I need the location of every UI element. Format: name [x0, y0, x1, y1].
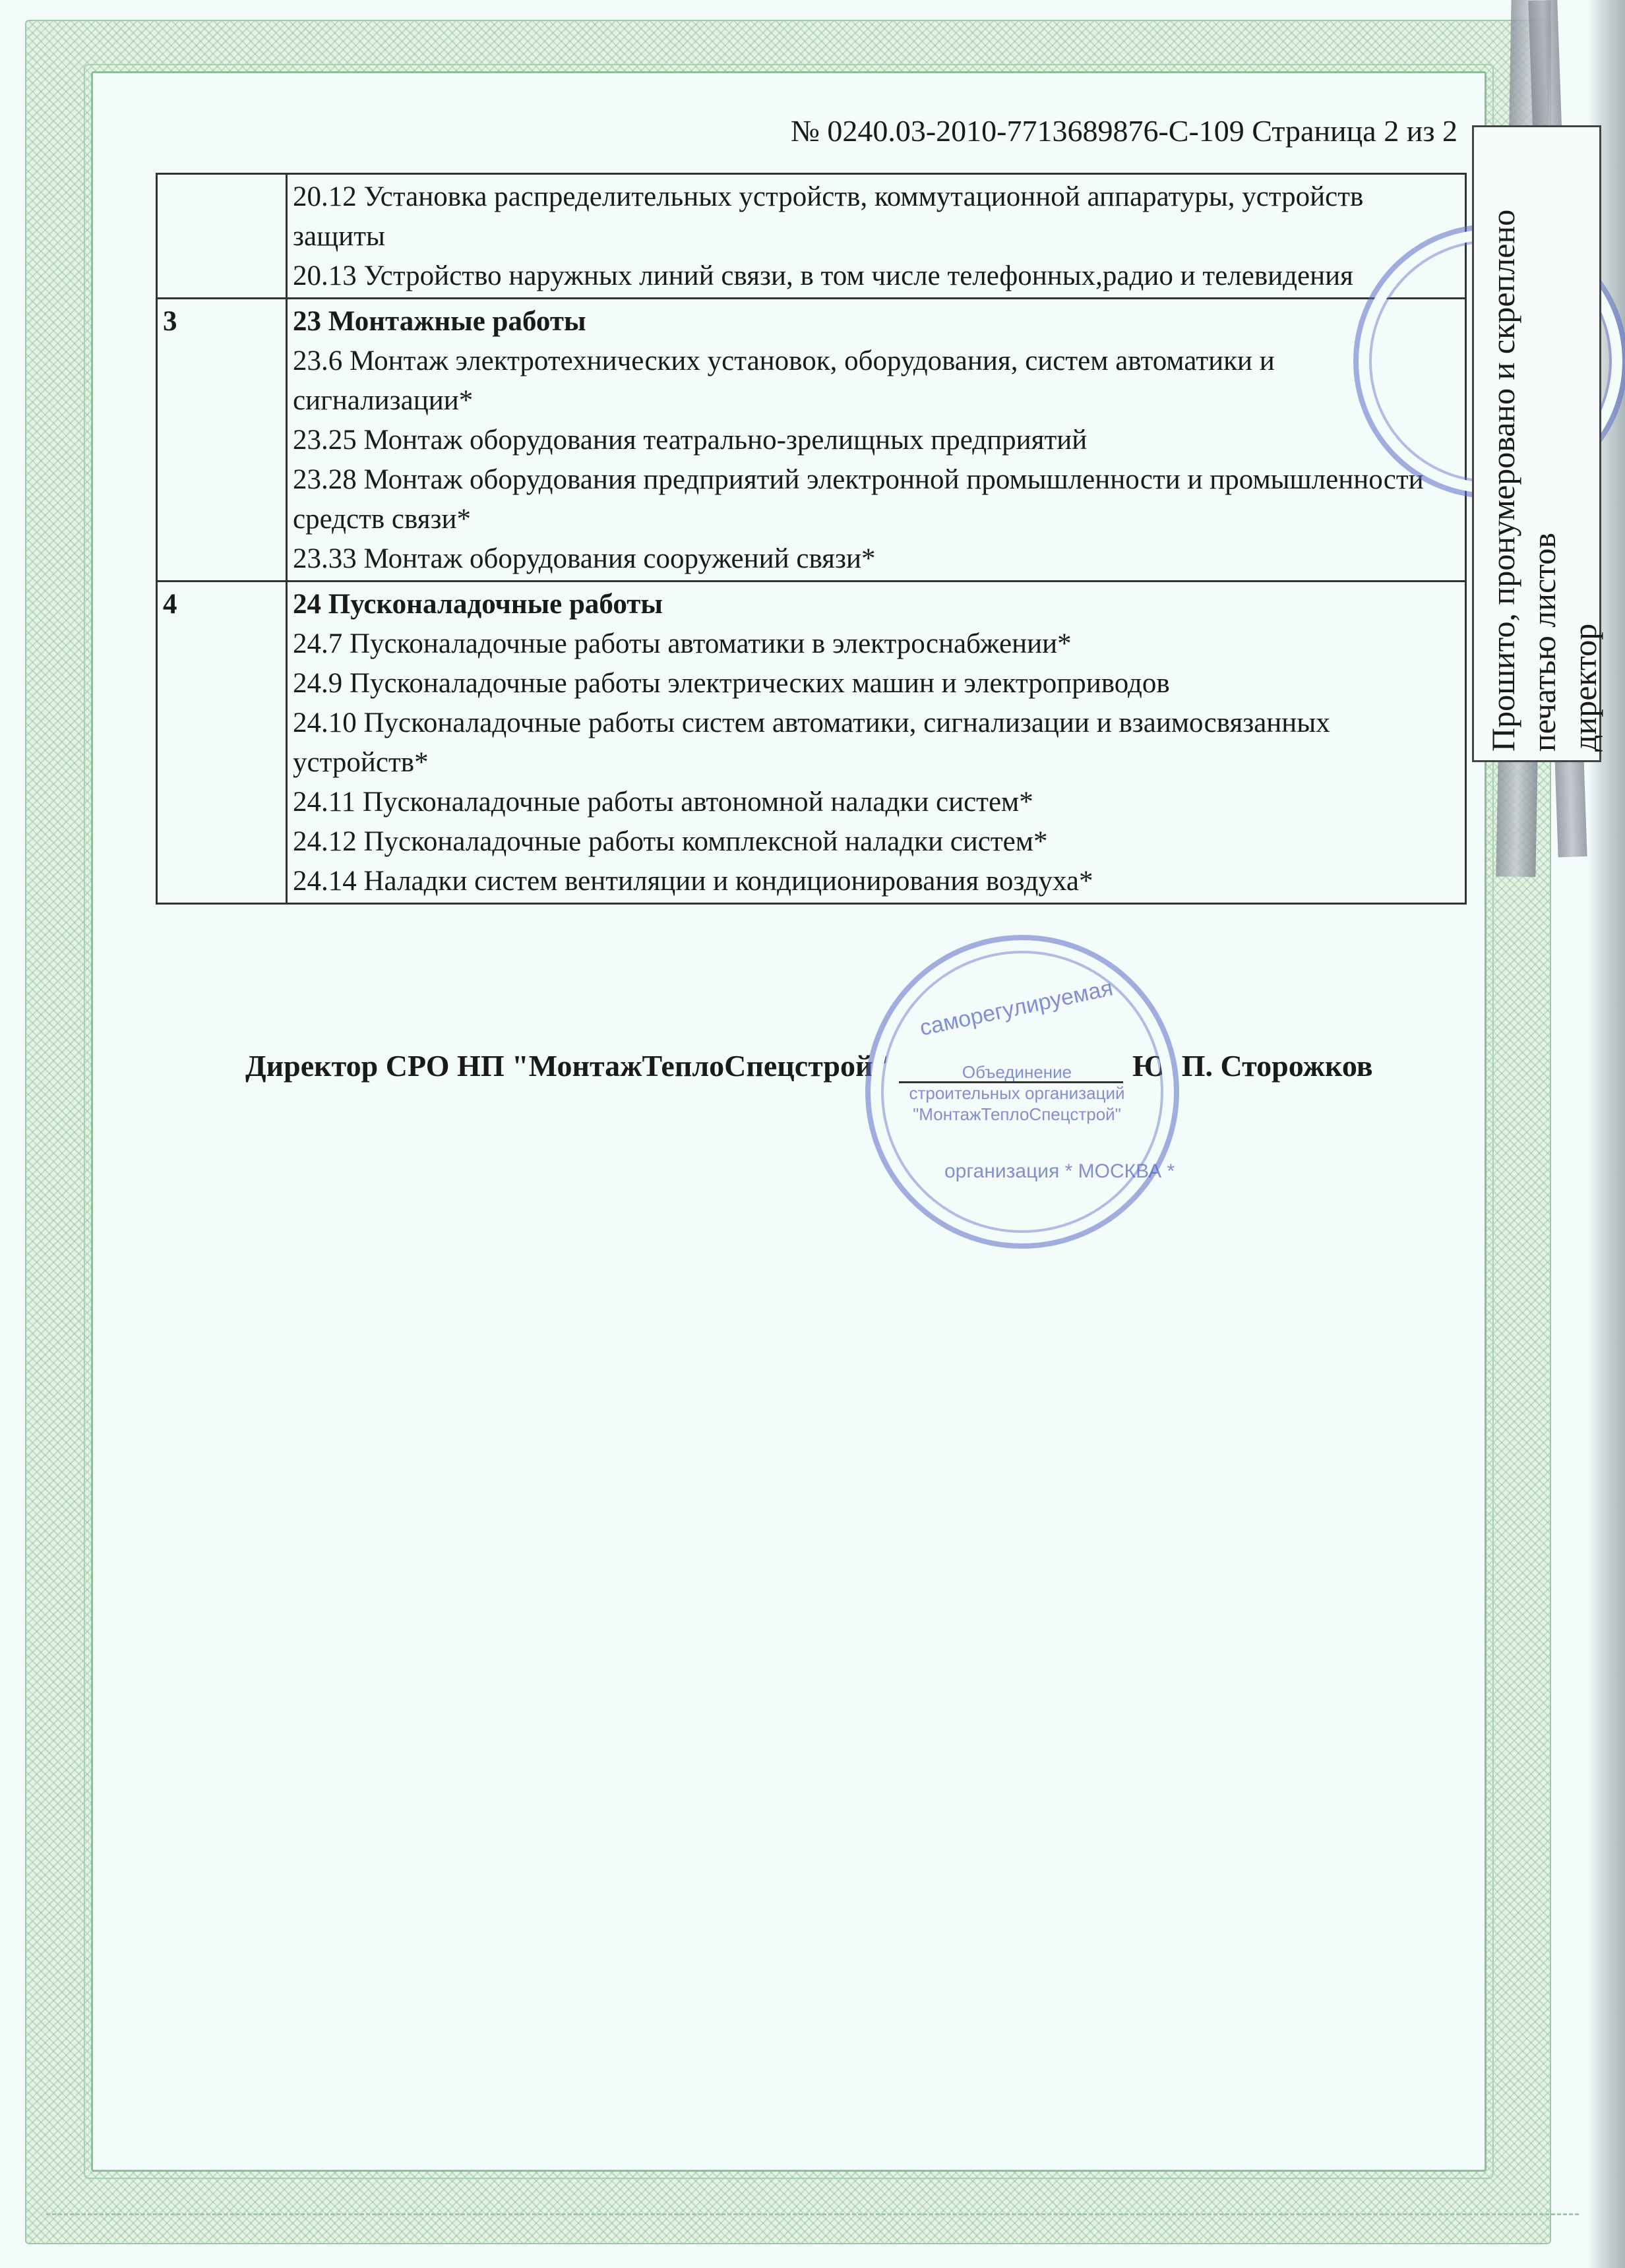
group-title: 24 Пусконаладочные работы: [293, 589, 663, 620]
row-number: 4: [157, 582, 287, 904]
stamp-text-bottom: организация * МОСКВА *: [944, 1160, 1175, 1182]
work-item: 23.33 Монтаж оборудования сооружений связи*: [293, 543, 876, 574]
row-number: 3: [157, 299, 287, 582]
binding-certificate-text: [1483, 138, 1605, 752]
stamp-text-top: саморегулируемая: [917, 975, 1115, 1041]
works-table: [156, 173, 1467, 905]
work-item: 24.9 Пусконаладочные работы электрических машин и электроприводов: [293, 668, 1170, 699]
document-number: № 0240.03-2010-7713689876-С-109 Страница 2 из 2: [790, 114, 1457, 148]
binding-line: печатью листов: [1525, 533, 1562, 752]
binding-line: директор: [1566, 623, 1603, 752]
work-item: 20.12 Установка распределительных устройств, коммутационной аппаратуры, устройств защиты: [293, 181, 1364, 252]
work-item: 23.6 Монтаж электротехнических установок, оборудования, систем автоматики и сигнализации*: [293, 345, 1275, 416]
row-number: [157, 174, 287, 299]
signatory-position: Директор СРО НП "МонтажТеплоСпецстрой": [245, 1049, 890, 1083]
work-item: 24.14 Наладки систем вентиляции и кондиционирования воздуха*: [293, 866, 1093, 897]
table-row: [157, 174, 1466, 299]
row-content: [287, 582, 1466, 904]
work-item: 24.11 Пусконаладочные работы автономной наладки систем*: [293, 787, 1033, 818]
signature-block: [245, 1048, 1373, 1083]
work-item: 24.10 Пусконаладочные работы систем автоматики, сигнализации и взаимосвязанных устройств*: [293, 707, 1330, 778]
row-content: [287, 174, 1466, 299]
group-title: 23 Монтажные работы: [293, 306, 586, 337]
work-item: 20.13 Устройство наружных линий связи, в том числе телефонных,радио и телевидения: [293, 260, 1353, 291]
table-row: [157, 299, 1466, 582]
work-item: 23.25 Монтаж оборудования театрально-зрелищных предприятий: [293, 425, 1088, 456]
border-decoration-line: [46, 2213, 1579, 2215]
row-content: [287, 299, 1466, 582]
work-item: 24.7 Пусконаладочные работы автоматики в электроснабжении*: [293, 628, 1072, 659]
table-row: [157, 582, 1466, 904]
signatory-name: Ю. П. Сторожков: [1132, 1049, 1373, 1083]
binding-line: Прошито, пронумеровано и скреплено: [1485, 209, 1521, 752]
work-item: 24.12 Пусконаладочные работы комплексной наладки систем*: [293, 826, 1048, 857]
stamp-text-center: Объединение строительных организаций "МонтажТеплоСпецстрой": [909, 1062, 1125, 1124]
work-item: 23.28 Монтаж оборудования предприятий электронной промышленности и промышленности средств связи*: [293, 464, 1424, 535]
